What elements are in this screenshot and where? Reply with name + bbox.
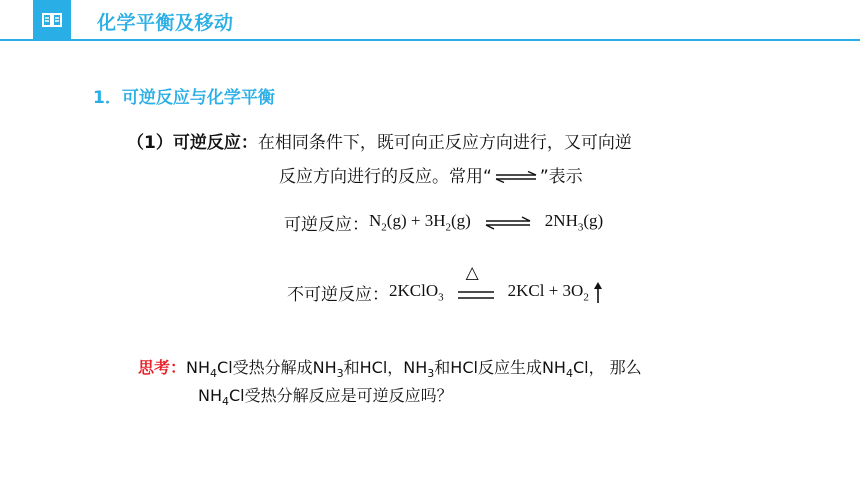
definition-text-1: 在相同条件下，既可向正反应方向进行，又可向逆	[257, 133, 632, 153]
reversible-lhs: $N_2(g) + 3H_2(g)$	[369, 211, 471, 234]
reversible-rhs: $2NH_3(g)$	[544, 211, 604, 234]
definition-text-2a: 反应方向进行的反应。常用“	[279, 167, 492, 187]
definition-line-2	[279, 162, 583, 187]
think-question-line-1	[138, 355, 642, 380]
reversible-arrow-icon	[494, 171, 538, 183]
think-label: 思考：	[138, 358, 187, 377]
definition-line-1	[127, 128, 632, 153]
reversible-arrow-icon	[483, 216, 533, 230]
header	[0, 0, 860, 44]
reversible-example	[284, 210, 603, 235]
page-title: 化学平衡及移动	[97, 12, 234, 34]
book-icon-box	[33, 0, 71, 39]
header-divider	[0, 39, 860, 41]
reversible-label: 可逆反应：	[284, 215, 369, 235]
definition-label: （1）可逆反应：	[127, 133, 258, 153]
equals-sign-icon	[456, 289, 496, 301]
irreversible-rhs: $2KCl + 3O_2$	[507, 281, 589, 304]
gas-up-arrow-icon	[593, 282, 603, 304]
definition-text-2b: ”表示	[539, 167, 583, 187]
think-text-2: $NH_4Cl$受热分解反应是可逆反应吗？	[198, 386, 453, 409]
heat-condition	[454, 262, 498, 301]
think-text-1: $NH_4Cl$受热分解成$NH_3$和HCl，$NH_3$和HCl反应生成$NH_4Cl$， 那么	[186, 358, 642, 381]
irreversible-label: 不可逆反应：	[287, 285, 389, 305]
irreversible-lhs: 2KClO$_3$	[389, 281, 444, 304]
heat-triangle: △	[465, 262, 479, 283]
irreversible-example	[287, 262, 603, 305]
think-question-line-2	[198, 383, 453, 408]
section-title: 1．可逆反应与化学平衡	[93, 88, 275, 108]
book-icon	[42, 12, 62, 28]
